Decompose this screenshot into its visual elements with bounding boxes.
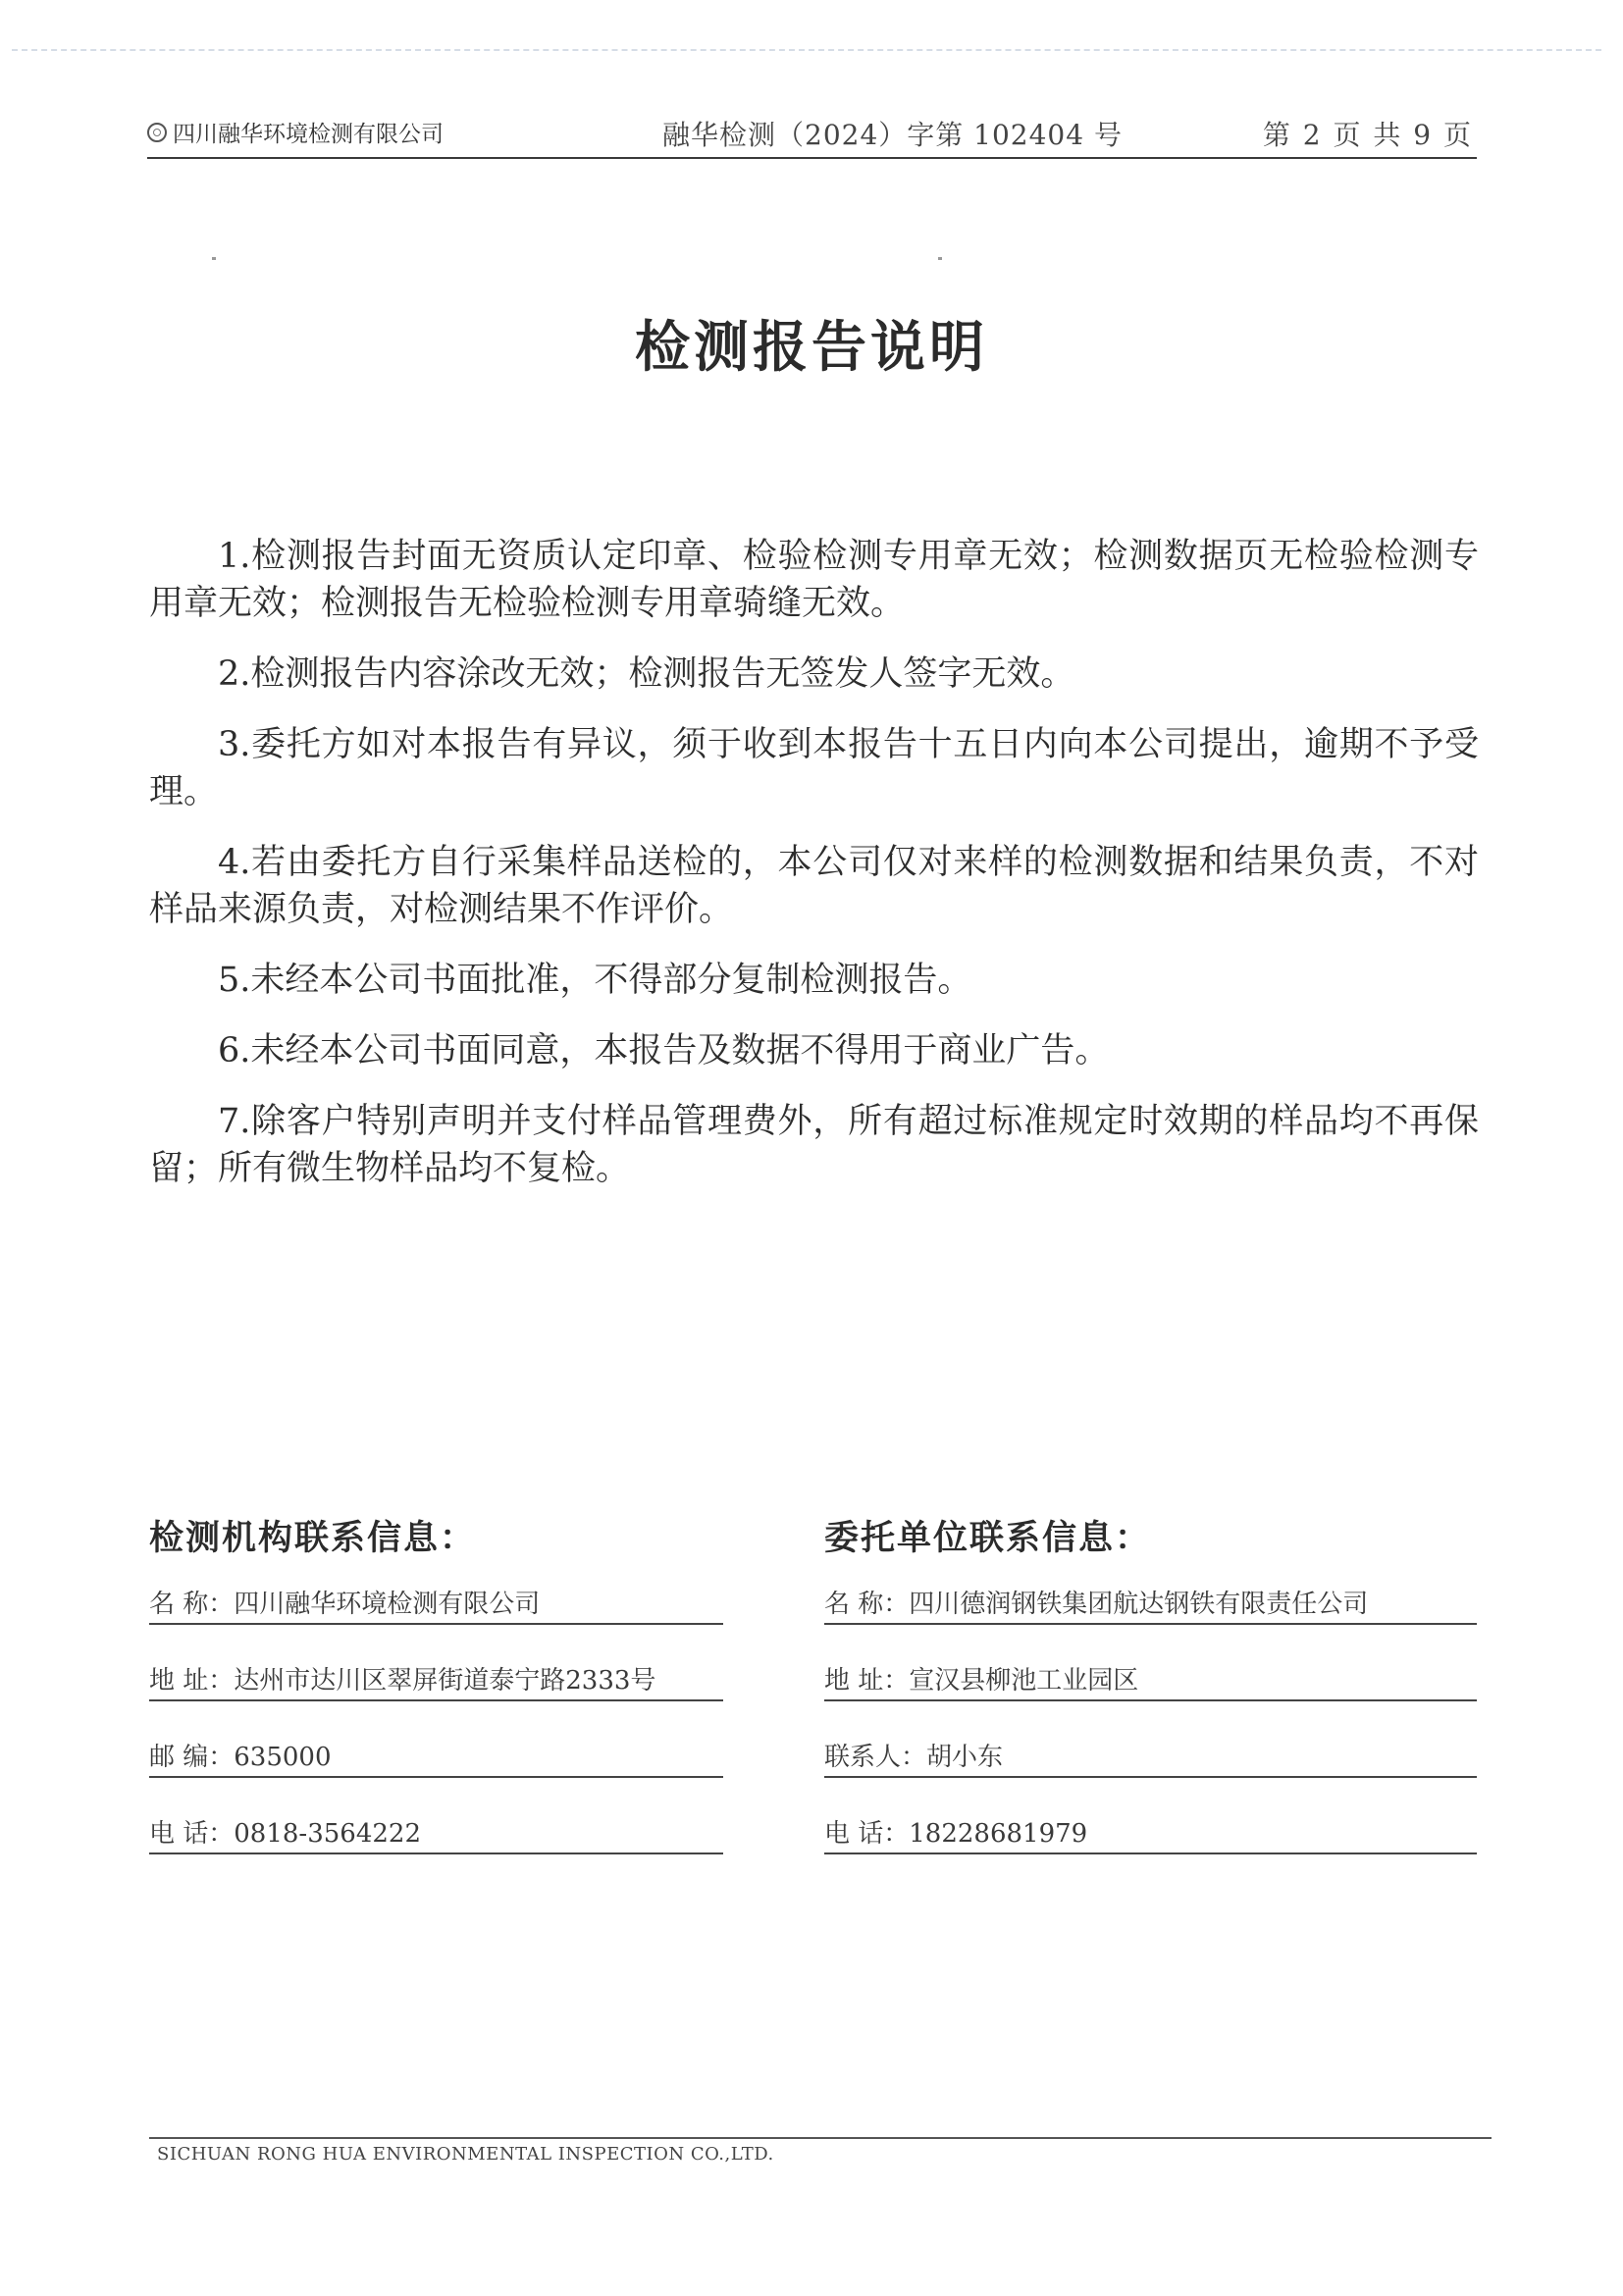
header-report-number: 融华检测（2024）字第 102404 号 — [662, 119, 1123, 151]
client-contact — [824, 1511, 1477, 1892]
testing-org-name: 名 称：四川融华环境检测有限公司 — [149, 1586, 723, 1625]
testing-org-address: 地 址：达州市达川区翠屏街道泰宁路2333号 — [149, 1662, 723, 1701]
note-item: 5.未经本公司书面批准，不得部分复制检测报告。 — [218, 961, 972, 1000]
testing-org-postcode: 邮 编：635000 — [149, 1739, 723, 1778]
note-item: 4.若由委托方自行采集样品送检的，本公司仅对来样的检测数据和结果负责，不对样品来源负责，对检测结果不作评价。 — [149, 843, 1479, 929]
scan-speck — [212, 257, 216, 260]
company-logo-icon — [147, 123, 167, 142]
note-item: 7.除客户特别声明并支付样品管理费外，所有超过标准规定时效期的样品均不再保留；所有微生物样品均不复检。 — [149, 1102, 1479, 1188]
scan-speck — [938, 257, 942, 260]
client-phone: 电 话：18228681979 — [824, 1815, 1477, 1854]
client-name: 名 称：四川德润钢铁集团航达钢铁有限责任公司 — [824, 1586, 1477, 1625]
scan-edge-line — [12, 49, 1601, 51]
header-company — [147, 116, 444, 148]
testing-org-contact — [149, 1511, 723, 1892]
footer-divider — [149, 2137, 1492, 2139]
page-header — [147, 114, 1477, 159]
note-item: 6.未经本公司书面同意，本报告及数据不得用于商业广告。 — [218, 1031, 1110, 1070]
client-address: 地 址：宣汉县柳池工业园区 — [824, 1662, 1477, 1701]
client-contact-person: 联系人：胡小东 — [824, 1739, 1477, 1778]
footer-company-en: SICHUAN RONG HUA ENVIRONMENTAL INSPECTION CO.,LTD. — [157, 2144, 774, 2165]
document-title: 检测报告说明 — [635, 316, 988, 380]
testing-org-phone: 电 话：0818-3564222 — [149, 1815, 723, 1854]
note-item: 2.检测报告内容涂改无效；检测报告无签发人签字无效。 — [218, 654, 1075, 694]
header-page-info: 第 2 页 共 9 页 — [1262, 119, 1473, 151]
client-heading: 委托单位联系信息： — [824, 1519, 1152, 1558]
testing-org-heading: 检测机构联系信息： — [149, 1519, 477, 1558]
note-item: 3.委托方如对本报告有异议，须于收到本报告十五日内向本公司提出，逾期不予受理。 — [149, 725, 1479, 811]
header-company-name: 四川融华环境检测有限公司 — [173, 122, 444, 147]
note-item: 1.检测报告封面无资质认定印章、检验检测专用章无效；检测数据页无检验检测专用章无效；检测报告无检验检测专用章骑缝无效。 — [149, 537, 1479, 623]
notes-list — [149, 533, 1479, 1216]
